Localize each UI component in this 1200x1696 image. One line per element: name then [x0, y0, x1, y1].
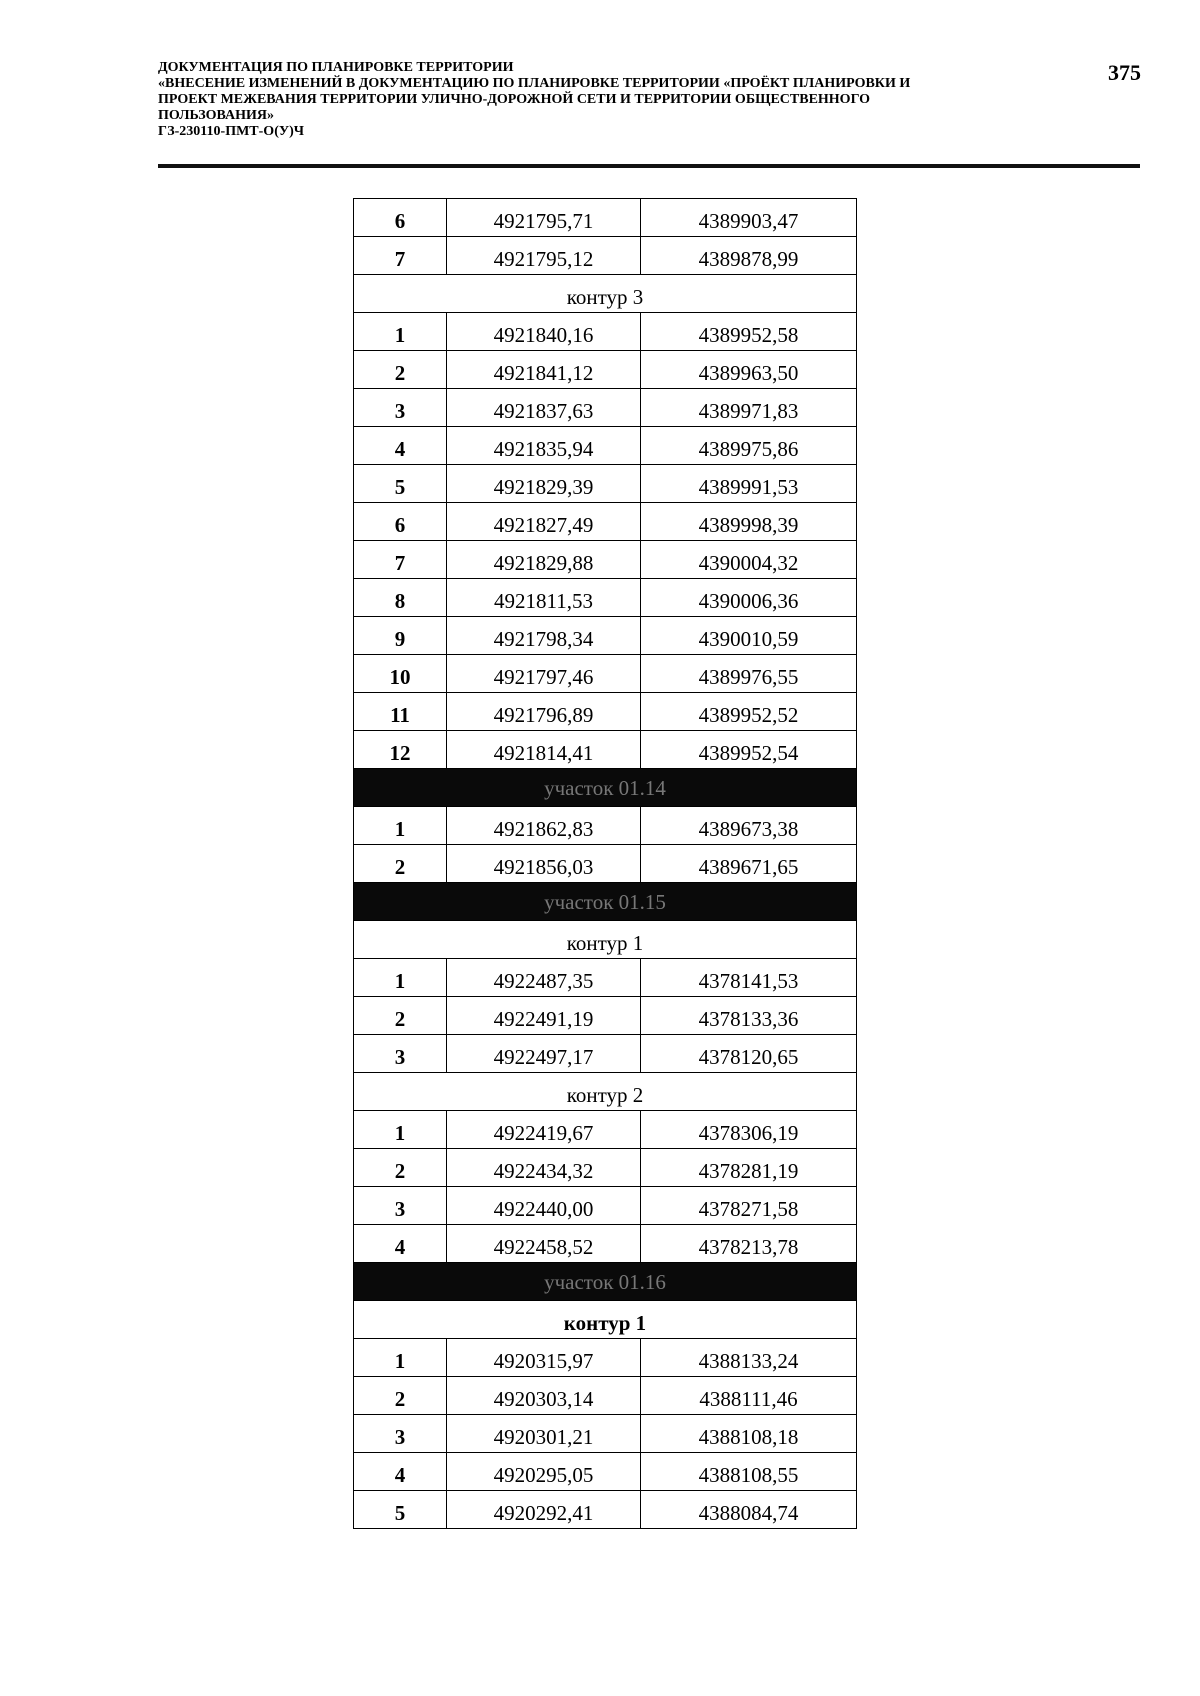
- point-number-cell: 6: [354, 199, 447, 237]
- point-number-cell: 12: [354, 731, 447, 769]
- y-coordinate-cell: 4378120,65: [641, 1035, 857, 1073]
- y-coordinate-cell: 4390010,59: [641, 617, 857, 655]
- point-number-cell: 3: [354, 1035, 447, 1073]
- point-number-cell: 1: [354, 807, 447, 845]
- x-coordinate-cell: 4921796,89: [447, 693, 641, 731]
- coordinates-table-body: [354, 199, 857, 1529]
- contour-label: контур 2: [354, 1073, 857, 1111]
- y-coordinate-cell: 4389963,50: [641, 351, 857, 389]
- x-coordinate-cell: 4922487,35: [447, 959, 641, 997]
- point-number-cell: 2: [354, 1149, 447, 1187]
- table-row: [354, 655, 857, 693]
- table-row: [354, 237, 857, 275]
- x-coordinate-cell: 4920315,97: [447, 1339, 641, 1377]
- table-row: [354, 959, 857, 997]
- document-code: ГЗ-230110-ПМТ-О(У)Ч: [158, 124, 305, 139]
- table-row: [354, 1225, 857, 1263]
- header-divider: [158, 164, 1140, 168]
- point-number-cell: 1: [354, 1111, 447, 1149]
- point-number-cell: 1: [354, 959, 447, 997]
- header-line: ДОКУМЕНТАЦИЯ ПО ПЛАНИРОВКЕ ТЕРРИТОРИИ: [158, 60, 514, 75]
- x-coordinate-cell: 4921829,39: [447, 465, 641, 503]
- x-coordinate-cell: 4921829,88: [447, 541, 641, 579]
- point-number-cell: 7: [354, 237, 447, 275]
- coordinates-table: [353, 198, 857, 1529]
- contour-row: [354, 921, 857, 959]
- table-row: [354, 1339, 857, 1377]
- point-number-cell: 2: [354, 997, 447, 1035]
- point-number-cell: 8: [354, 579, 447, 617]
- point-number-cell: 2: [354, 1377, 447, 1415]
- table-row: [354, 1415, 857, 1453]
- section-label: участок 01.16: [354, 1263, 857, 1301]
- table-row: [354, 465, 857, 503]
- point-number-cell: 4: [354, 427, 447, 465]
- y-coordinate-cell: 4378281,19: [641, 1149, 857, 1187]
- table-row: [354, 731, 857, 769]
- x-coordinate-cell: 4921841,12: [447, 351, 641, 389]
- table-row: [354, 845, 857, 883]
- x-coordinate-cell: 4921795,12: [447, 237, 641, 275]
- point-number-cell: 10: [354, 655, 447, 693]
- table-row: [354, 807, 857, 845]
- y-coordinate-cell: 4390004,32: [641, 541, 857, 579]
- y-coordinate-cell: 4389998,39: [641, 503, 857, 541]
- x-coordinate-cell: 4921814,41: [447, 731, 641, 769]
- table-row: [354, 693, 857, 731]
- y-coordinate-cell: 4388108,55: [641, 1453, 857, 1491]
- y-coordinate-cell: 4389952,52: [641, 693, 857, 731]
- header-line: ПОЛЬЗОВАНИЯ»: [158, 108, 274, 123]
- y-coordinate-cell: 4389975,86: [641, 427, 857, 465]
- y-coordinate-cell: 4378213,78: [641, 1225, 857, 1263]
- table-row: [354, 1377, 857, 1415]
- y-coordinate-cell: 4389971,83: [641, 389, 857, 427]
- point-number-cell: 4: [354, 1453, 447, 1491]
- x-coordinate-cell: 4921856,03: [447, 845, 641, 883]
- table-row: [354, 1453, 857, 1491]
- point-number-cell: 6: [354, 503, 447, 541]
- table-row: [354, 1187, 857, 1225]
- y-coordinate-cell: 4388111,46: [641, 1377, 857, 1415]
- contour-row: [354, 1301, 857, 1339]
- x-coordinate-cell: 4921797,46: [447, 655, 641, 693]
- y-coordinate-cell: 4378133,36: [641, 997, 857, 1035]
- point-number-cell: 5: [354, 465, 447, 503]
- y-coordinate-cell: 4389952,58: [641, 313, 857, 351]
- contour-label: контур 1: [354, 1301, 857, 1339]
- x-coordinate-cell: 4922458,52: [447, 1225, 641, 1263]
- point-number-cell: 3: [354, 1415, 447, 1453]
- y-coordinate-cell: 4378306,19: [641, 1111, 857, 1149]
- table-row: [354, 579, 857, 617]
- y-coordinate-cell: 4389673,38: [641, 807, 857, 845]
- table-row: [354, 351, 857, 389]
- x-coordinate-cell: 4922491,19: [447, 997, 641, 1035]
- point-number-cell: 3: [354, 389, 447, 427]
- point-number-cell: 2: [354, 351, 447, 389]
- table-row: [354, 389, 857, 427]
- point-number-cell: 1: [354, 1339, 447, 1377]
- table-row: [354, 617, 857, 655]
- y-coordinate-cell: 4388133,24: [641, 1339, 857, 1377]
- section-header-row: [354, 883, 857, 921]
- table-row: [354, 1149, 857, 1187]
- contour-row: [354, 1073, 857, 1111]
- point-number-cell: 1: [354, 313, 447, 351]
- point-number-cell: 4: [354, 1225, 447, 1263]
- contour-label: контур 1: [354, 921, 857, 959]
- point-number-cell: 3: [354, 1187, 447, 1225]
- x-coordinate-cell: 4921835,94: [447, 427, 641, 465]
- table-row: [354, 313, 857, 351]
- document-header: [158, 60, 1058, 140]
- table-row: [354, 503, 857, 541]
- section-label: участок 01.14: [354, 769, 857, 807]
- point-number-cell: 5: [354, 1491, 447, 1529]
- y-coordinate-cell: 4389991,53: [641, 465, 857, 503]
- section-header-row: [354, 1263, 857, 1301]
- y-coordinate-cell: 4378271,58: [641, 1187, 857, 1225]
- y-coordinate-cell: 4388084,74: [641, 1491, 857, 1529]
- x-coordinate-cell: 4920301,21: [447, 1415, 641, 1453]
- x-coordinate-cell: 4922434,32: [447, 1149, 641, 1187]
- x-coordinate-cell: 4921795,71: [447, 199, 641, 237]
- x-coordinate-cell: 4921811,53: [447, 579, 641, 617]
- x-coordinate-cell: 4921837,63: [447, 389, 641, 427]
- point-number-cell: 2: [354, 845, 447, 883]
- table-row: [354, 199, 857, 237]
- table-row: [354, 1035, 857, 1073]
- x-coordinate-cell: 4920303,14: [447, 1377, 641, 1415]
- x-coordinate-cell: 4920292,41: [447, 1491, 641, 1529]
- y-coordinate-cell: 4389976,55: [641, 655, 857, 693]
- section-header-row: [354, 769, 857, 807]
- y-coordinate-cell: 4389903,47: [641, 199, 857, 237]
- y-coordinate-cell: 4378141,53: [641, 959, 857, 997]
- y-coordinate-cell: 4388108,18: [641, 1415, 857, 1453]
- x-coordinate-cell: 4921798,34: [447, 617, 641, 655]
- y-coordinate-cell: 4389878,99: [641, 237, 857, 275]
- x-coordinate-cell: 4920295,05: [447, 1453, 641, 1491]
- table-row: [354, 427, 857, 465]
- y-coordinate-cell: 4389671,65: [641, 845, 857, 883]
- section-label: участок 01.15: [354, 883, 857, 921]
- header-line: «ВНЕСЕНИЕ ИЗМЕНЕНИЙ В ДОКУМЕНТАЦИЮ ПО ПЛАНИРОВКЕ ТЕРРИТОРИИ «ПРОЁКТ ПЛАНИРОВКИ И: [158, 76, 911, 91]
- contour-label: контур 3: [354, 275, 857, 313]
- table-row: [354, 1111, 857, 1149]
- header-line: ПРОЕКТ МЕЖЕВАНИЯ ТЕРРИТОРИИ УЛИЧНО-ДОРОЖНОЙ СЕТИ И ТЕРРИТОРИИ ОБЩЕСТВЕННОГО: [158, 92, 871, 107]
- page-number: 375: [1108, 60, 1141, 85]
- y-coordinate-cell: 4389952,54: [641, 731, 857, 769]
- table-row: [354, 1491, 857, 1529]
- table-row: [354, 541, 857, 579]
- x-coordinate-cell: 4921862,83: [447, 807, 641, 845]
- x-coordinate-cell: 4921840,16: [447, 313, 641, 351]
- point-number-cell: 9: [354, 617, 447, 655]
- point-number-cell: 7: [354, 541, 447, 579]
- y-coordinate-cell: 4390006,36: [641, 579, 857, 617]
- x-coordinate-cell: 4922497,17: [447, 1035, 641, 1073]
- contour-row: [354, 275, 857, 313]
- table-row: [354, 997, 857, 1035]
- point-number-cell: 11: [354, 693, 447, 731]
- x-coordinate-cell: 4921827,49: [447, 503, 641, 541]
- x-coordinate-cell: 4922419,67: [447, 1111, 641, 1149]
- x-coordinate-cell: 4922440,00: [447, 1187, 641, 1225]
